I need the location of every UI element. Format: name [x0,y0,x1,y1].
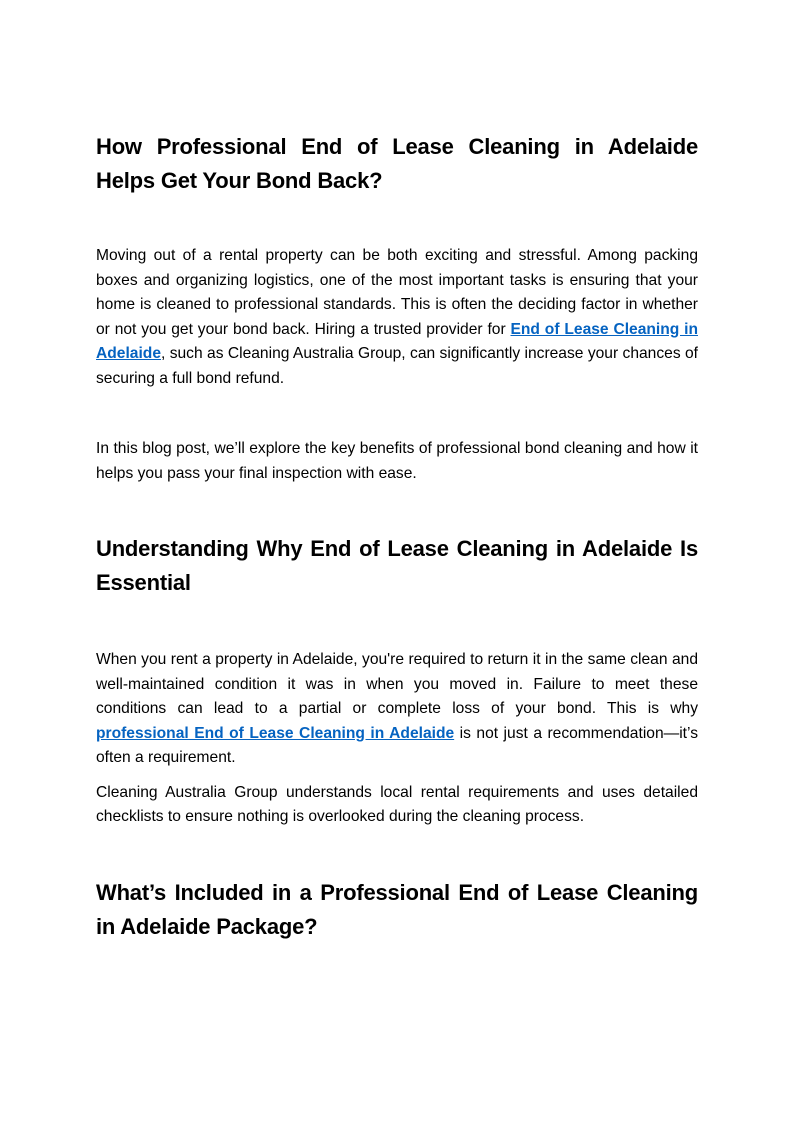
intro-text-before-link: Moving out of a rental property can be both exciting and stressful. Among packing boxes and organizing logistics, one of the most important tasks is ensuring that your home is cleaned to professional standards. This is often the deciding factor in whether or not you get your bond back. Hiring a trusted provider for [96,247,698,338]
rental-requirements-paragraph [96,648,698,771]
intro-text-after-link: , such as Cleaning Australia Group, can significantly increase your chances of securing a full bond refund. [96,345,698,387]
checklist-paragraph: Cleaning Australia Group understands local rental requirements and uses detailed checklists to ensure nothing is overlooked during the cleaning process. [96,783,698,825]
section-heading-whats-included: What’s Included in a Professional End of Lease Cleaning in Adelaide Package? [96,879,698,939]
intro-paragraph [96,244,698,391]
end-of-lease-cleaning-link[interactable]: End of Lease Cleaning in Adelaide [96,320,698,362]
section-heading-why-essential: Understanding Why End of Lease Cleaning in Adelaide Is Essential [96,536,698,595]
rental-text-after-link: is not just a recommendation—it’s often a requirement. [96,724,698,766]
page-title: How Professional End of Lease Cleaning in Adelaide Helps Get Your Bond Back? [96,134,698,193]
document-page [96,130,698,944]
blog-intro-paragraph: In this blog post, we’ll explore the key benefits of professional bond cleaning and how it helps you pass your final inspection with ease. [96,440,698,482]
rental-text-before-link: When you rent a property in Adelaide, you're required to return it in the same clean and well-maintained condition it was in when you moved in. Failure to meet these conditions can lead to a partial or complete loss of your bond. This is why [96,651,698,717]
professional-cleaning-link[interactable]: professional End of Lease Cleaning in Adelaide [96,724,455,742]
